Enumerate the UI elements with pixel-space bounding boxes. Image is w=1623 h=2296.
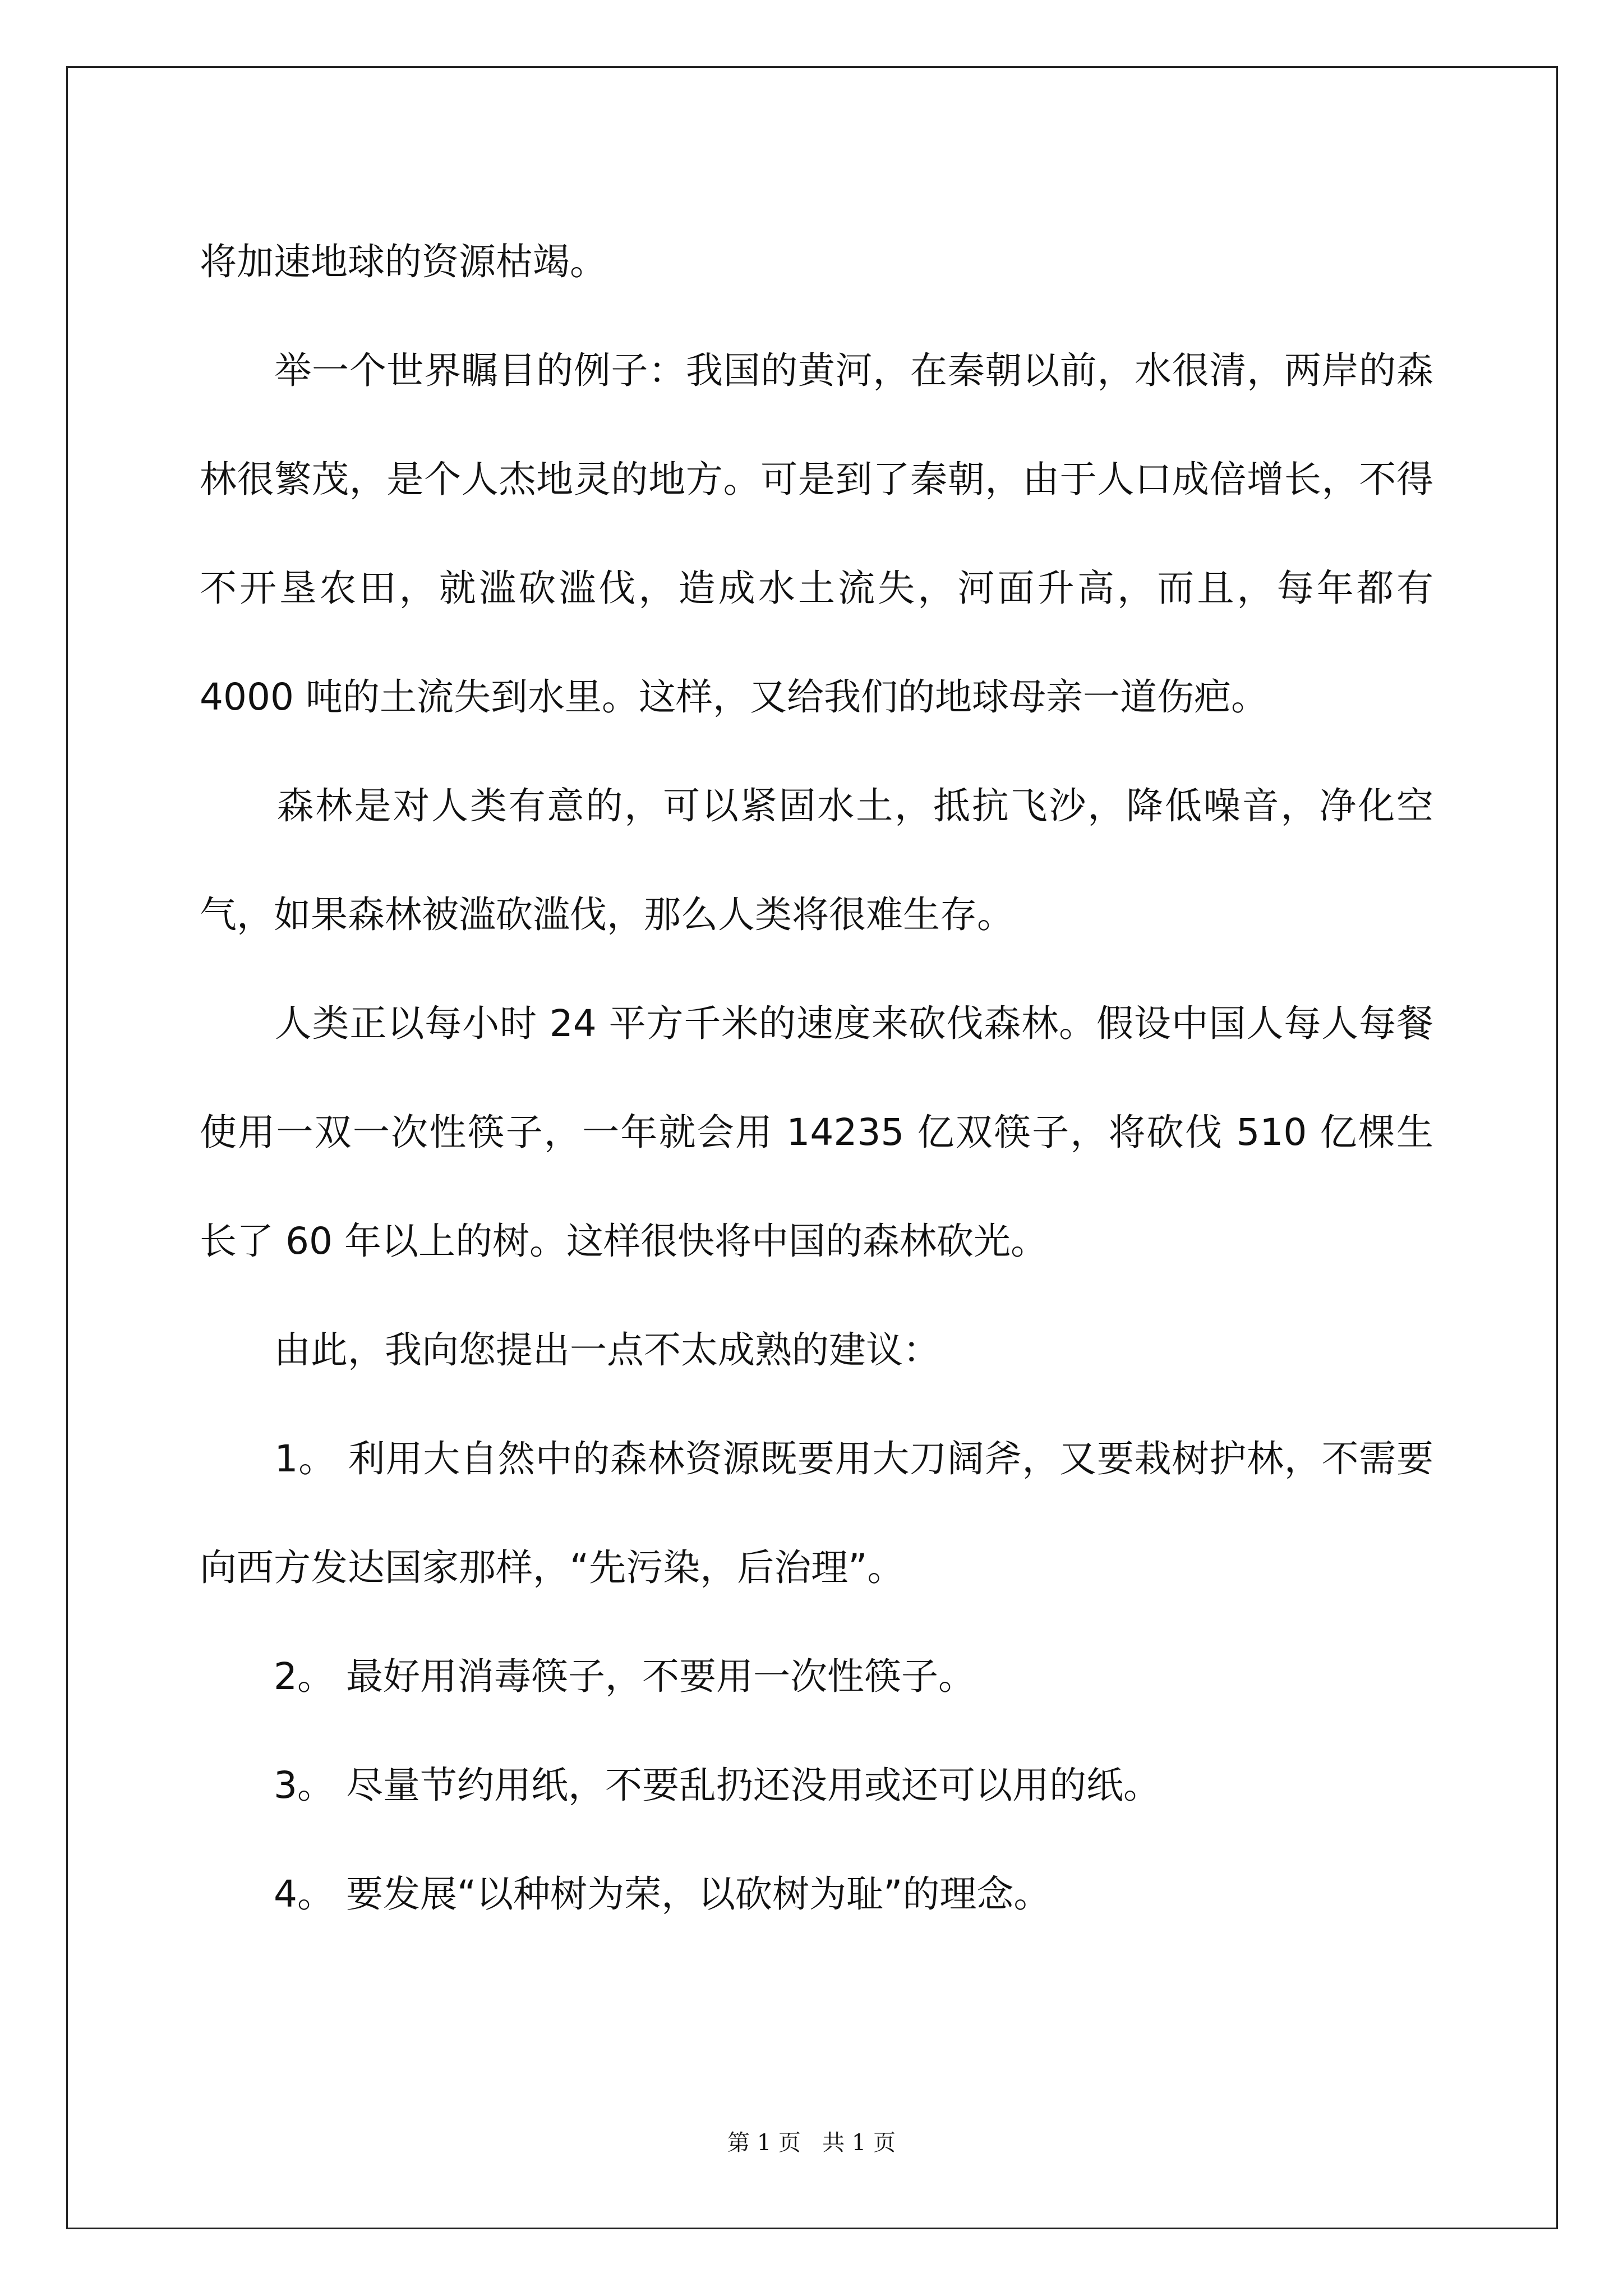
paragraph: 举一个世界瞩目的例子：我国的黄河，在秦朝以前，水很清，两岸的森林很繁茂，是个人杰地灵的地方。可是到了秦朝，由于人口成倍增长，不得不开垦农田，就滥砍滥伐，造成水土流失，河面升高，而且，每年都有 4000 吨的土流失到水里。这样，又给我们的地球母亲一道伤疤。 [200,349,1433,719]
suggestion-item: 3。 尽量节约用纸，不要乱扔还没用或还可以用的纸。 [200,1764,1160,1807]
page-number-footer: 第 1 页 共 1 页 [727,2130,896,2156]
suggestion-item: 4。 要发展“以种树为荣，以砍树为耻”的理念。 [200,1872,1051,1916]
paragraph: 将加速地球的资源枯竭。 [200,240,607,283]
document-body [200,208,1433,1949]
paragraph: 由此，我向您提出一点不太成熟的建议： [200,1328,940,1372]
suggestion-item: 1。 利用大自然中的森林资源既要用大刀阔斧，又要栽树护林，不需要向西方发达国家那样，“先污染，后治理”。 [200,1437,1433,1589]
suggestion-item: 2。 最好用消毒筷子，不要用一次性筷子。 [200,1655,975,1698]
paragraph: 人类正以每小时 24 平方千米的速度来砍伐森林。假设中国人每人每餐使用一双一次性筷子，一年就会用 14235 亿双筷子，将砍伐 510 亿棵生长了 60 年以上的树。这样很快将中国的森林砍光。 [200,1002,1433,1263]
paragraph: 森林是对人类有意的，可以紧固水土，抵抗飞沙，降低噪音，净化空气，如果森林被滥砍滥伐，那么人类将很难生存。 [200,784,1433,936]
